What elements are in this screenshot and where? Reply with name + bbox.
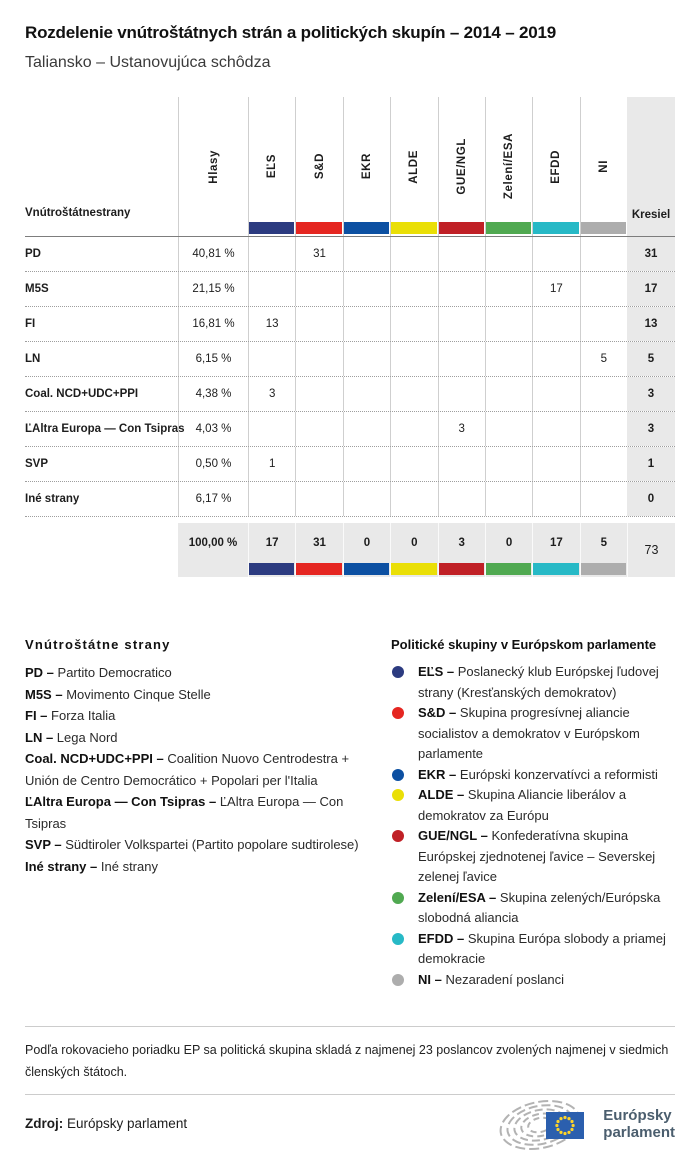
seat-cell bbox=[438, 377, 485, 411]
total-votes-cell bbox=[178, 523, 248, 577]
legend-group-abbr: Zelení/ESA – bbox=[418, 889, 497, 905]
seat-cell bbox=[438, 307, 485, 341]
seat-cell bbox=[485, 412, 532, 446]
legend-group-item bbox=[391, 785, 675, 826]
group-color-bar bbox=[249, 563, 294, 575]
kresiel-column-label: Kresiel bbox=[631, 209, 671, 221]
legend-group-item bbox=[391, 929, 675, 970]
seat-cell: 1 bbox=[248, 447, 295, 481]
legend-party-name: Coalition Nuovo Centrodestra + Unión de Centro Democrático + Popolari per l'Italia bbox=[25, 751, 350, 788]
seat-cell bbox=[580, 272, 627, 306]
seat-cell bbox=[438, 342, 485, 376]
table-row bbox=[25, 482, 675, 517]
seat-cell bbox=[343, 482, 390, 516]
group-column-label: ALDE bbox=[408, 149, 421, 184]
seat-cell bbox=[343, 307, 390, 341]
seat-cell bbox=[248, 482, 295, 516]
legend-group-abbr: EĽS – bbox=[418, 664, 455, 679]
group-color-bar bbox=[391, 222, 436, 234]
group-column-label: EĽS bbox=[266, 154, 279, 179]
total-kresiel-cell: 73 bbox=[627, 523, 675, 577]
legend-party-name: Partito Democratico bbox=[57, 665, 172, 680]
seat-cell bbox=[295, 482, 342, 516]
seat-cell bbox=[580, 307, 627, 341]
group-color-bar bbox=[533, 563, 578, 575]
legend-group-name: Skupina Európa slobody a priamej demokracie bbox=[418, 930, 666, 966]
legend-party-abbr: FI – bbox=[25, 708, 48, 723]
total-seat-cell bbox=[390, 523, 437, 577]
seat-cell bbox=[295, 307, 342, 341]
total-seat-cell bbox=[343, 523, 390, 577]
group-column-header-6 bbox=[532, 97, 579, 236]
seat-cell: 31 bbox=[295, 237, 342, 271]
total-seat-cell bbox=[580, 523, 627, 577]
group-color-bar bbox=[486, 563, 531, 575]
legend-color-dot bbox=[392, 707, 404, 719]
seat-cell bbox=[248, 237, 295, 271]
seat-cell bbox=[485, 307, 532, 341]
kresiel-total-cell: 31 bbox=[627, 237, 675, 271]
kresiel-column-header bbox=[627, 97, 675, 236]
total-seat-cell bbox=[485, 523, 532, 577]
legend-group-abbr: GUE/NGL – bbox=[418, 828, 488, 843]
legend-groups-heading: Politické skupiny v Európskom parlamente bbox=[391, 637, 657, 652]
ep-logo-line2: parlament bbox=[603, 1123, 675, 1141]
seat-cell bbox=[532, 342, 579, 376]
party-name-cell: LN bbox=[25, 353, 41, 365]
group-color-bar bbox=[533, 222, 578, 234]
seat-cell bbox=[343, 377, 390, 411]
group-column-header-1 bbox=[295, 97, 342, 236]
legend-party-abbr: Coal. NCD+UDC+PPI – bbox=[25, 751, 164, 766]
legend-party-abbr: SVP – bbox=[25, 837, 62, 852]
legend-group-abbr: EFDD – bbox=[418, 930, 465, 946]
kresiel-total-cell: 3 bbox=[627, 412, 675, 446]
eu-flag-icon bbox=[546, 1112, 584, 1139]
legend-color-dot bbox=[392, 892, 404, 904]
legend-party-abbr: M5S – bbox=[25, 686, 63, 702]
legend-group-item bbox=[391, 662, 675, 703]
total-seat-cell bbox=[438, 523, 485, 577]
legend-group-item bbox=[391, 703, 675, 765]
seat-cell bbox=[343, 272, 390, 306]
source-line bbox=[25, 1116, 187, 1131]
seat-cell bbox=[580, 482, 627, 516]
seat-cell bbox=[343, 342, 390, 376]
legend-color-dot bbox=[392, 974, 404, 986]
seat-cell bbox=[390, 307, 437, 341]
table-row bbox=[25, 272, 675, 307]
legend-group-name: Nezaradení poslanci bbox=[445, 971, 564, 987]
seat-cell bbox=[532, 237, 579, 271]
party-name-cell: FI bbox=[25, 318, 36, 330]
legend-group-name: Skupina progresívnej aliancie socialistov a demokratov v Európskom parlamente bbox=[418, 705, 640, 761]
legend-group-item bbox=[391, 826, 675, 888]
table-header-row bbox=[25, 97, 675, 237]
seat-cell bbox=[343, 237, 390, 271]
total-seat-value: 0 bbox=[505, 537, 513, 549]
votes-percent-cell: 4,38 % bbox=[178, 377, 248, 411]
seat-cell bbox=[248, 272, 295, 306]
page-subtitle: Taliansko – Ustanovujúca schôdza bbox=[25, 54, 271, 71]
legend-party-item bbox=[25, 748, 381, 791]
legend-party-item bbox=[25, 856, 381, 878]
seat-cell bbox=[390, 272, 437, 306]
group-column-label: Zelení/ESA bbox=[503, 133, 516, 200]
seat-cell: 13 bbox=[248, 307, 295, 341]
total-empty-cell bbox=[25, 523, 178, 577]
legend-party-name: Movimento Cinque Stelle bbox=[66, 686, 211, 702]
seats-table bbox=[25, 97, 675, 577]
legend-group-name: Poslanecký klub Európskej ľudovej strany (Kresťanských demokratov) bbox=[418, 664, 659, 700]
seat-cell: 3 bbox=[438, 412, 485, 446]
kresiel-total-cell: 5 bbox=[627, 342, 675, 376]
table-corner-label-line: Vnútrošt bbox=[25, 207, 73, 219]
seat-cell bbox=[248, 342, 295, 376]
party-name-cell: Coal. NCD+UDC+PPI bbox=[25, 388, 139, 400]
legend-party-name: Forza Italia bbox=[51, 708, 116, 723]
page-title: Rozdelenie vnútroštátnych strán a politických skupín – 2014 – 2019 bbox=[25, 23, 556, 42]
legend-party-item bbox=[25, 727, 381, 749]
legend-party-name: Südtiroler Volkspartei (Partito popolare sudtirolese) bbox=[65, 837, 359, 852]
legend-group-abbr: S&D – bbox=[418, 705, 457, 720]
group-column-header-2 bbox=[343, 97, 390, 236]
total-seat-value: 17 bbox=[550, 537, 563, 549]
seat-cell bbox=[532, 482, 579, 516]
legend-color-dot bbox=[392, 769, 404, 781]
seat-cell bbox=[390, 412, 437, 446]
legend-color-dot bbox=[392, 666, 404, 678]
source-label: Zdroj: bbox=[25, 1116, 64, 1131]
legend-group-item bbox=[391, 970, 675, 991]
legend-group-name: Konfederatívna skupina Európskej zjednotenej ľavice – Severskej zelenej ľavice bbox=[418, 828, 656, 884]
seat-cell bbox=[295, 377, 342, 411]
seat-cell bbox=[390, 447, 437, 481]
group-color-bar bbox=[296, 222, 341, 234]
table-total-row bbox=[25, 523, 675, 577]
legend-party-item bbox=[25, 705, 381, 727]
seat-cell bbox=[485, 377, 532, 411]
kresiel-total-cell: 17 bbox=[627, 272, 675, 306]
seat-cell bbox=[248, 412, 295, 446]
votes-percent-cell: 40,81 % bbox=[178, 237, 248, 271]
legend-national-parties bbox=[25, 637, 391, 990]
total-seat-value: 0 bbox=[411, 537, 418, 549]
votes-percent-cell: 21,15 % bbox=[178, 272, 248, 306]
group-color-bar bbox=[344, 222, 389, 234]
table-body bbox=[25, 237, 675, 517]
seat-cell bbox=[390, 482, 437, 516]
group-column-label: S&D bbox=[313, 153, 326, 180]
table-row bbox=[25, 447, 675, 482]
legend-group-item bbox=[391, 888, 675, 929]
legend-party-name: ĽAltra Europa — Con Tsipras bbox=[25, 794, 344, 831]
kresiel-total-cell: 3 bbox=[627, 377, 675, 411]
total-seat-cell bbox=[532, 523, 579, 577]
seat-cell bbox=[295, 342, 342, 376]
seat-cell bbox=[485, 447, 532, 481]
table-row bbox=[25, 237, 675, 272]
legend-color-dot bbox=[392, 933, 404, 945]
seat-cell bbox=[343, 447, 390, 481]
seat-cell bbox=[390, 377, 437, 411]
ep-logo-text bbox=[603, 1107, 675, 1141]
seat-cell bbox=[580, 377, 627, 411]
seat-cell bbox=[532, 307, 579, 341]
legend-political-groups bbox=[391, 637, 675, 990]
seat-cell bbox=[295, 412, 342, 446]
hlasy-column-header bbox=[178, 97, 248, 236]
group-column-header-7 bbox=[580, 97, 627, 236]
group-color-bar bbox=[486, 222, 531, 234]
legend-party-item bbox=[25, 662, 381, 684]
group-color-bar bbox=[581, 222, 626, 234]
seat-cell bbox=[438, 237, 485, 271]
group-column-header-4 bbox=[438, 97, 485, 236]
legend-party-abbr: Iné strany – bbox=[25, 858, 98, 874]
table-row bbox=[25, 342, 675, 377]
table-corner-label-line: átne bbox=[72, 207, 96, 219]
group-color-bar bbox=[581, 563, 626, 575]
group-column-header-5 bbox=[485, 97, 532, 236]
seat-cell bbox=[438, 272, 485, 306]
seat-cell bbox=[485, 482, 532, 516]
legends-section bbox=[25, 637, 675, 990]
table-row bbox=[25, 412, 675, 447]
seat-cell bbox=[343, 412, 390, 446]
seat-cell: 3 bbox=[248, 377, 295, 411]
kresiel-total-cell: 0 bbox=[627, 482, 675, 516]
seat-cell bbox=[532, 412, 579, 446]
legend-party-abbr: PD – bbox=[25, 665, 54, 680]
seat-cell bbox=[580, 447, 627, 481]
legend-group-name: Skupina zelených/Európska slobodná aliancia bbox=[418, 889, 661, 925]
legend-group-abbr: ALDE – bbox=[418, 787, 465, 802]
corner-header bbox=[25, 97, 178, 236]
party-name-cell: Iné strany bbox=[25, 493, 80, 505]
group-column-header-0 bbox=[248, 97, 295, 236]
seat-cell bbox=[438, 447, 485, 481]
seat-cell bbox=[295, 272, 342, 306]
legend-group-name: Európski konzervatívci a reformisti bbox=[459, 766, 658, 782]
legend-party-name: Iné strany bbox=[100, 858, 158, 874]
group-column-label: EKR bbox=[360, 153, 373, 180]
seat-cell bbox=[485, 237, 532, 271]
group-color-bar bbox=[249, 222, 294, 234]
legend-color-dot bbox=[392, 789, 404, 801]
party-name-cell: SVP bbox=[25, 458, 49, 470]
party-name-cell: M5S bbox=[25, 283, 49, 295]
total-seat-value: 0 bbox=[363, 537, 371, 549]
legend-party-abbr: ĽAltra Europa — Con Tsipras – bbox=[25, 794, 217, 809]
table-corner-label-line: strany bbox=[95, 207, 131, 219]
group-color-bar bbox=[296, 563, 341, 575]
ep-hemicycle-icon bbox=[498, 1098, 594, 1150]
legend-party-abbr: LN – bbox=[25, 729, 54, 745]
group-color-bar bbox=[439, 222, 484, 234]
hlasy-column-label: Hlasy bbox=[207, 149, 220, 184]
votes-percent-cell: 0,50 % bbox=[178, 447, 248, 481]
group-column-label: EFDD bbox=[550, 149, 563, 184]
ep-logo bbox=[498, 1098, 675, 1150]
source-row bbox=[25, 1094, 675, 1152]
table-row bbox=[25, 307, 675, 342]
votes-percent-cell: 6,17 % bbox=[178, 482, 248, 516]
legend-party-item bbox=[25, 834, 381, 856]
legend-group-abbr: NI – bbox=[418, 971, 442, 987]
votes-percent-cell: 4,03 % bbox=[178, 412, 248, 446]
seat-cell bbox=[390, 342, 437, 376]
seat-cell bbox=[485, 272, 532, 306]
seat-cell bbox=[532, 447, 579, 481]
total-seat-cell bbox=[248, 523, 295, 577]
total-seat-value: 31 bbox=[313, 537, 326, 549]
total-seat-value: 3 bbox=[458, 537, 465, 549]
total-votes-value: 100,00 % bbox=[188, 537, 238, 549]
seat-cell: 17 bbox=[532, 272, 579, 306]
table-row bbox=[25, 377, 675, 412]
party-name-cell: PD bbox=[25, 248, 41, 260]
group-color-bar bbox=[439, 563, 484, 575]
group-color-bar bbox=[391, 563, 436, 575]
total-seat-cell bbox=[295, 523, 342, 577]
votes-percent-cell: 6,15 % bbox=[178, 342, 248, 376]
source-value: Európsky parlament bbox=[67, 1116, 188, 1131]
group-column-label: NI bbox=[597, 160, 610, 173]
seat-cell bbox=[390, 237, 437, 271]
party-name-cell: ĽAltra Europa — Con Tsipras bbox=[25, 423, 185, 435]
seat-cell bbox=[295, 447, 342, 481]
votes-percent-cell: 16,81 % bbox=[178, 307, 248, 341]
kresiel-total-cell: 13 bbox=[627, 307, 675, 341]
legend-party-item bbox=[25, 684, 381, 706]
seat-cell: 5 bbox=[580, 342, 627, 376]
footnote: Podľa rokovacieho poriadku EP sa politická skupina skladá z najmenej 23 poslancov zvolených najmenej v siedmich členských štátoch. bbox=[25, 1026, 675, 1094]
legend-group-name: Skupina Aliancie liberálov a demokratov za Európu bbox=[418, 787, 627, 823]
infographic-page bbox=[0, 23, 700, 1152]
legend-party-name: Lega Nord bbox=[56, 729, 118, 745]
group-column-label: GUE/NGL bbox=[455, 138, 468, 195]
seat-cell bbox=[580, 412, 627, 446]
total-seat-value: 5 bbox=[600, 537, 608, 549]
legend-parties-list bbox=[25, 662, 381, 877]
legend-party-item bbox=[25, 791, 381, 834]
group-color-bar bbox=[344, 563, 389, 575]
legend-groups-list bbox=[391, 662, 675, 990]
seat-cell bbox=[485, 342, 532, 376]
legend-parties-heading: Vnútroštátne strany bbox=[25, 637, 171, 652]
seat-cell bbox=[580, 237, 627, 271]
legend-color-dot bbox=[392, 830, 404, 842]
ep-logo-line1: Európsky bbox=[603, 1106, 672, 1124]
legend-group-abbr: EKR – bbox=[418, 766, 457, 782]
group-column-header-3 bbox=[390, 97, 437, 236]
kresiel-total-cell: 1 bbox=[627, 447, 675, 481]
legend-group-item bbox=[391, 765, 675, 786]
seat-cell bbox=[532, 377, 579, 411]
seat-cell bbox=[438, 482, 485, 516]
total-seat-value: 17 bbox=[265, 537, 279, 549]
